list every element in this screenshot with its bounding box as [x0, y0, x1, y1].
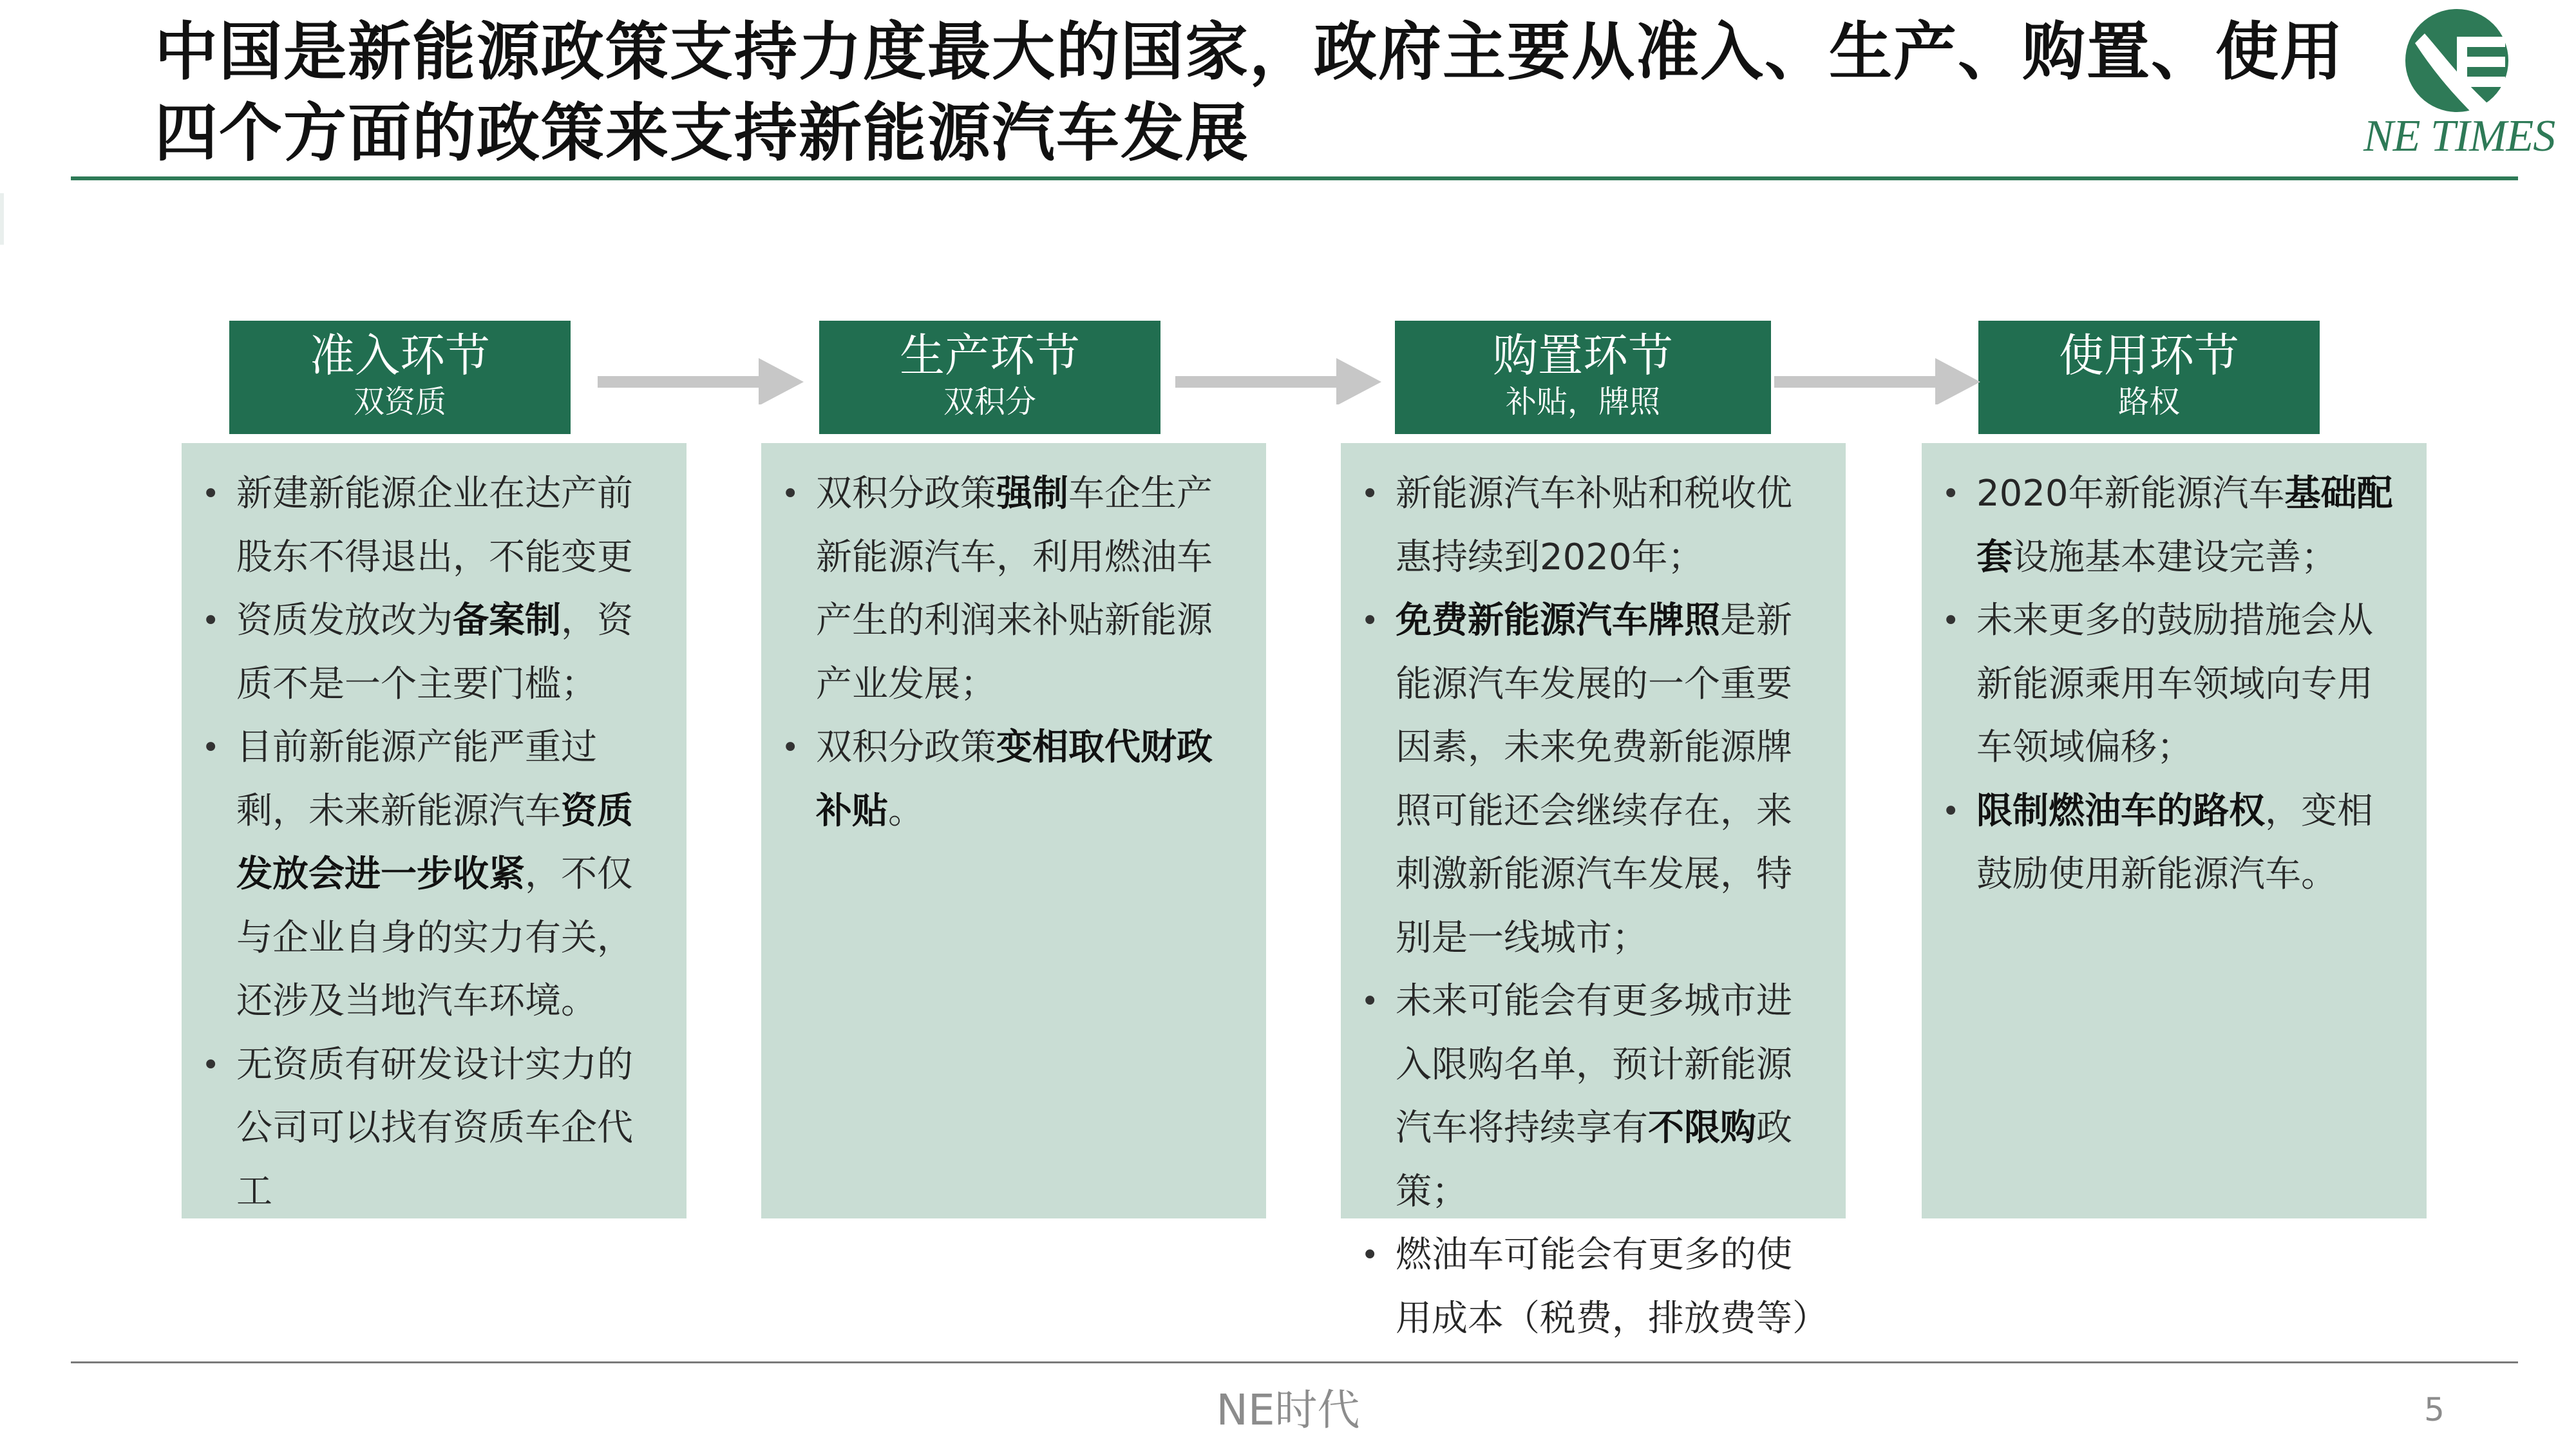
stage-panel-usage — [1922, 443, 2427, 1218]
ne-times-logo — [2363, 8, 2555, 169]
bullet-text: 新建新能源企业在达产前股东不得退出，不能变更 — [236, 473, 633, 578]
bullet-item — [1976, 780, 2401, 907]
bullet-text: 新能源汽车补贴和税收优惠持续到2020年； — [1396, 473, 1792, 578]
bullet-emphasis: 免费新能源汽车牌照 — [1396, 600, 1720, 641]
bullet-item — [236, 589, 661, 716]
bullet-list — [1976, 462, 2401, 907]
bullet-text: 双积分政策 — [816, 726, 996, 768]
bullet-emphasis: 强制 — [996, 473, 1068, 515]
stage-subtitle: 双积分 — [943, 384, 1036, 420]
bullet-text: 车企生产新能源汽车，利用燃油车产生的利润来补贴新能源产业发展； — [816, 473, 1213, 705]
bullet-text: 目前新能源产能严重过剩，未来新能源汽车 — [236, 726, 597, 832]
bullet-text: ，变相鼓励使用新能源汽车。 — [1976, 790, 2373, 895]
bullet-text: 资质发放改为 — [236, 600, 453, 641]
stage-subtitle: 双资质 — [353, 384, 446, 420]
bullet-item — [1976, 589, 2401, 780]
bullet-list — [1396, 462, 1828, 1350]
bullet-item — [816, 462, 1240, 716]
bullet-text: 设施基本建设完善； — [2012, 536, 2337, 578]
bullet-emphasis: 不限购 — [1648, 1107, 1756, 1149]
stage-panel-production — [761, 443, 1266, 1218]
bullet-item — [236, 462, 661, 589]
stage-header-purchase — [1395, 321, 1771, 434]
stage-header-access — [229, 321, 571, 434]
bullet-item — [1396, 1224, 1828, 1350]
bullet-item — [816, 716, 1240, 843]
bullet-item — [236, 716, 661, 1034]
stage-title: 生产环节 — [900, 329, 1080, 382]
ne-times-logo-icon — [2363, 8, 2550, 117]
bullet-text: 。 — [888, 790, 924, 832]
bullet-text: ，资质不是一个主要门槛； — [236, 600, 633, 705]
stage-panel-purchase — [1341, 443, 1846, 1340]
bullet-text: 未来可能会有更多城市进入限购名单，预计新能源汽车将持续享有 — [1396, 980, 1792, 1149]
stage-subtitle: 补贴，牌照 — [1505, 384, 1660, 420]
logo-text: NE TIMES — [2363, 111, 2555, 161]
stage-title: 购置环节 — [1493, 329, 1673, 382]
stage-title: 使用环节 — [2059, 329, 2239, 382]
flow-arrow-icon — [1774, 353, 1980, 404]
bullet-text: 双积分政策 — [816, 473, 996, 515]
stage-header-production — [819, 321, 1160, 434]
flow-arrow-icon — [1175, 353, 1381, 404]
bullet-item — [1976, 462, 2401, 589]
stage-header-usage — [1978, 321, 2320, 434]
footer-brand: NE时代 — [1216, 1385, 1360, 1435]
bullet-emphasis: 备案制 — [453, 600, 561, 641]
stage-title: 准入环节 — [310, 329, 490, 382]
bullet-text: 无资质有研发设计实力的公司可以找有资质车企代工 — [236, 1043, 633, 1213]
stage-panel-access — [182, 443, 687, 1218]
bullet-list — [236, 462, 661, 1224]
page-title: 中国是新能源政策支持力度最大的国家，政府主要从准入、生产、购置、使用四个方面的政策来支持新能源汽车发展 — [155, 15, 2345, 170]
page-number: 5 — [2424, 1391, 2445, 1428]
bullet-emphasis: 资质发放会进一步收紧 — [236, 790, 633, 895]
bullet-text: 燃油车可能会有更多的使用成本（税费，排放费等） — [1396, 1234, 1828, 1340]
bullet-item — [1396, 462, 1820, 589]
bullet-item — [236, 1034, 661, 1224]
title-divider — [71, 176, 2518, 180]
footer-divider — [71, 1361, 2518, 1363]
flow-arrow-icon — [598, 353, 804, 404]
bullet-emphasis: 限制燃油车的路权 — [1976, 790, 2265, 832]
bullet-emphasis: 基础配套 — [1976, 473, 2393, 578]
bullet-emphasis: 变相取代财政补贴 — [816, 726, 1213, 832]
bullet-text: 政策； — [1396, 1107, 1792, 1213]
stage-subtitle: 路权 — [2117, 384, 2180, 420]
bullet-item — [1396, 589, 1820, 970]
edge-mark — [0, 193, 4, 245]
bullet-text: ，不仅与企业自身的实力有关，还涉及当地汽车环境。 — [236, 853, 633, 1022]
bullet-list — [816, 462, 1240, 843]
bullet-item — [1396, 970, 1820, 1224]
bullet-text: 是新能源汽车发展的一个重要因素，未来免费新能源牌照可能还会继续存在，来刺激新能源汽车发展，特别是一线城市； — [1396, 600, 1792, 959]
bullet-text: 2020年新能源汽车 — [1976, 473, 2285, 515]
bullet-text: 未来更多的鼓励措施会从新能源乘用车领域向专用车领域偏移； — [1976, 600, 2373, 768]
